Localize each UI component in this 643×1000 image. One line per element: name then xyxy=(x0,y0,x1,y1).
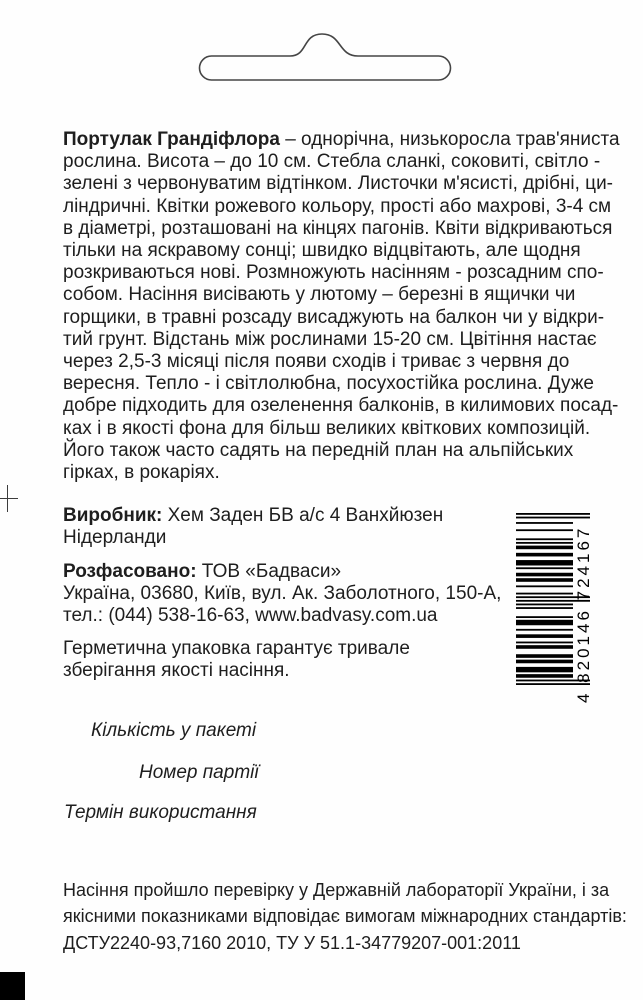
storage-line: зберігання якості насіння. xyxy=(63,660,290,682)
producer-label: Виробник: xyxy=(63,505,163,526)
description-line xyxy=(63,129,620,151)
description-line: собом. Насіння висівають у лютому – березні в ящички чи xyxy=(63,284,576,306)
description-line: тий грунт. Відстань між рослинами 15-20 см. Цвітіння настає xyxy=(63,328,597,350)
description-line: ліндричні. Квітки рожевого кольору, прості або махрові, 3-4 см xyxy=(63,195,612,217)
description-line: добре підходить для озеленення балконів, в килимових посад- xyxy=(63,395,619,417)
description-paragraph xyxy=(63,129,620,484)
producer-line: Нідерланди xyxy=(63,527,167,549)
certification-line: ДСТУ2240-93,7160 2010, ТУ У 51.1-34779207-001:2011 xyxy=(63,932,521,953)
description-line: через 2,5-3 місяці після появи сходів і триває з червня до xyxy=(63,351,570,373)
packer-label: Розфасовано: xyxy=(63,561,197,582)
producer-block xyxy=(63,505,443,549)
description-line: в діаметрі, розташовані на кінцях пагонів. Квіти відкриваються xyxy=(63,217,613,239)
packer-value: ТОВ «Бадваси» xyxy=(196,561,342,582)
barcode-number-wrap xyxy=(574,513,594,703)
certification-note xyxy=(63,877,627,956)
batch-number-label: Номер партії xyxy=(139,762,259,783)
storage-line: Герметична упаковка гарантує тривале xyxy=(63,638,410,659)
description-line: розкриваються нові. Розмножують насінням - розсадним спо- xyxy=(63,262,604,284)
quantity-in-packet-label: Кількість у пакеті xyxy=(91,720,257,741)
packer-line: Україна, 03680, Київ, вул. Ак. Заболотного, 150-А, xyxy=(63,583,502,605)
registration-cross-mark xyxy=(0,498,18,500)
description-line: горщики, в травні розсаду висаджують на балкон чи у відкри- xyxy=(63,306,605,328)
description-line: Його також часто садять на передній план на альпійських xyxy=(63,439,574,461)
description-line: вересня. Тепло - і світлолюбна, посухостійка рослина. Дуже xyxy=(63,373,594,395)
producer-line xyxy=(63,505,443,527)
description-line: рослина. Висота – до 10 см. Стебла сланкі, соковиті, світло - xyxy=(63,151,601,173)
variety-title: Портулак Грандіфлора xyxy=(63,129,280,150)
ean13-barcode xyxy=(516,513,598,705)
euro-slot-hanger-outline xyxy=(195,28,457,86)
print-corner-mark xyxy=(0,972,25,1000)
certification-line: якісними показниками відповідає вимогам міжнародних стандартів: xyxy=(63,906,627,927)
storage-note xyxy=(63,638,410,682)
description-line: зелені з червонуватим відтінком. Листочки м'ясисті, дрібні, ци- xyxy=(63,173,614,195)
producer-value: Хем Заден БВ а/с 4 Ванхйюзен xyxy=(162,505,444,526)
description-line-rest: – однорічна, низькоросла трав'яниста xyxy=(279,129,620,150)
packer-block xyxy=(63,561,501,628)
description-line: ках і в якості фона для більш великих квіткових композицій. xyxy=(63,417,591,439)
description-line: гірках, в рокаріях. xyxy=(63,462,220,484)
description-line: тільки на яскравому сонці; швидко відцвітають, але щодня xyxy=(63,240,581,262)
packer-line: тел.: (044) 538-16-63, www.badvasy.com.ua xyxy=(63,605,438,627)
use-by-label: Термін використання xyxy=(64,802,257,823)
packer-line xyxy=(63,561,501,583)
certification-line: Насіння пройшло перевірку у Державній лабораторії України, і за xyxy=(63,880,610,900)
barcode-number: 4 820146 724167 xyxy=(574,525,593,703)
